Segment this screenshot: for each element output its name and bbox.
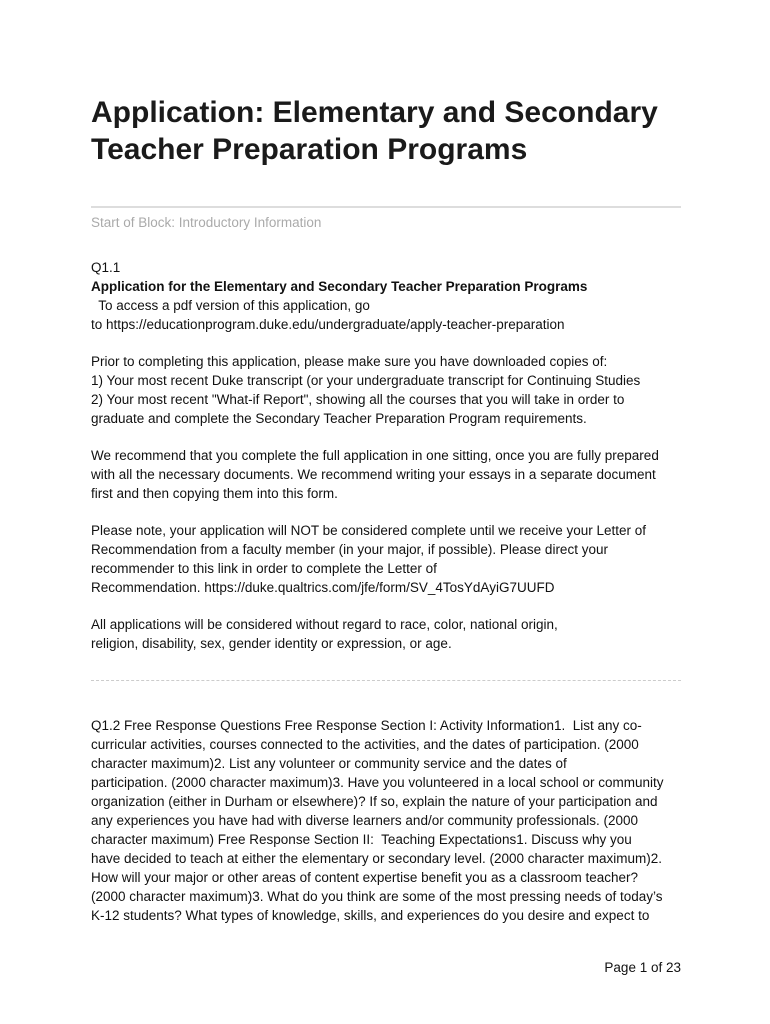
text-line: 2) Your most recent "What-if Report", showing all the courses that you will take in order to xyxy=(91,392,625,407)
text-line: religion, disability, sex, gender identity or expression, or age. xyxy=(91,636,452,651)
text-line: How will your major or other areas of content expertise benefit you as a classroom teacher? xyxy=(91,870,639,885)
text-line: We recommend that you complete the full application in one sitting, once you are fully prepared xyxy=(91,448,659,463)
text-line: recommender to this link in order to complete the Letter of xyxy=(91,561,437,576)
question-number: Q1.1 xyxy=(91,260,121,275)
text-line: 1) Your most recent Duke transcript (or your undergraduate transcript for Continuing Studies xyxy=(91,373,641,388)
title-line: Application: Elementary and Secondary xyxy=(91,96,658,129)
text-line: Recommendation from a faculty member (in your major, if possible). Please direct your xyxy=(91,542,608,557)
text-line: To access a pdf version of this application, go xyxy=(91,298,370,313)
text-line: have decided to teach at either the elementary or secondary level. (2000 character maximum)2. xyxy=(91,851,663,866)
page-break-divider xyxy=(91,680,681,681)
page-title xyxy=(91,94,691,168)
text-line: (2000 character maximum)3. What do you think are some of the most pressing needs of today’s xyxy=(91,889,663,904)
text-line: All applications will be considered without regard to race, color, national origin, xyxy=(91,617,558,632)
paragraph xyxy=(91,521,691,597)
block-label: Start of Block: Introductory Information xyxy=(91,215,322,230)
paragraph xyxy=(91,446,691,503)
text-line: Prior to completing this application, please make sure you have downloaded copies of: xyxy=(91,354,608,369)
text-line: organization (either in Durham or elsewhere)? If so, explain the nature of your participation and xyxy=(91,794,658,809)
text-line: Please note, your application will NOT be considered complete until we receive your Letter of xyxy=(91,523,647,538)
title-line: Teacher Preparation Programs xyxy=(91,133,528,166)
divider xyxy=(91,206,681,208)
text-line: character maximum) Free Response Section II: Teaching Expectations1. Discuss why you xyxy=(91,832,632,847)
text-line: Recommendation. https://duke.qualtrics.com/jfe/form/SV_4TosYdAyiG7UUFD xyxy=(91,580,555,595)
text-line: character maximum)2. List any volunteer or community service and the dates of xyxy=(91,756,567,771)
text-line: any experiences you have had with diverse learners and/or community professionals. (2000 xyxy=(91,813,639,828)
paragraph xyxy=(91,352,691,428)
text-line: Q1.2 Free Response Questions Free Response Section I: Activity Information1. List any co- xyxy=(91,718,642,733)
text-line: K-12 students? What types of knowledge, skills, and experiences do you desire and expect to xyxy=(91,908,650,923)
text-line: to https://educationprogram.duke.edu/undergraduate/apply-teacher-preparation xyxy=(91,317,565,332)
paragraph xyxy=(91,615,691,653)
text-line: participation. (2000 character maximum)3. Have you volunteered in a local school or community xyxy=(91,775,664,790)
text-line: with all the necessary documents. We recommend writing your essays in a separate document xyxy=(91,467,656,482)
text-line: curricular activities, courses connected to the activities, and the dates of participation. (2000 xyxy=(91,737,639,752)
paragraph xyxy=(91,296,691,334)
question-q1-2 xyxy=(91,716,691,925)
text-line: first and then copying them into this form. xyxy=(91,486,338,501)
question-q1-1 xyxy=(91,258,691,671)
text-line: graduate and complete the Secondary Teacher Preparation Program requirements. xyxy=(91,411,587,426)
question-heading: Application for the Elementary and Secondary Teacher Preparation Programs xyxy=(91,279,588,294)
page-number: Page 1 of 23 xyxy=(604,960,681,975)
